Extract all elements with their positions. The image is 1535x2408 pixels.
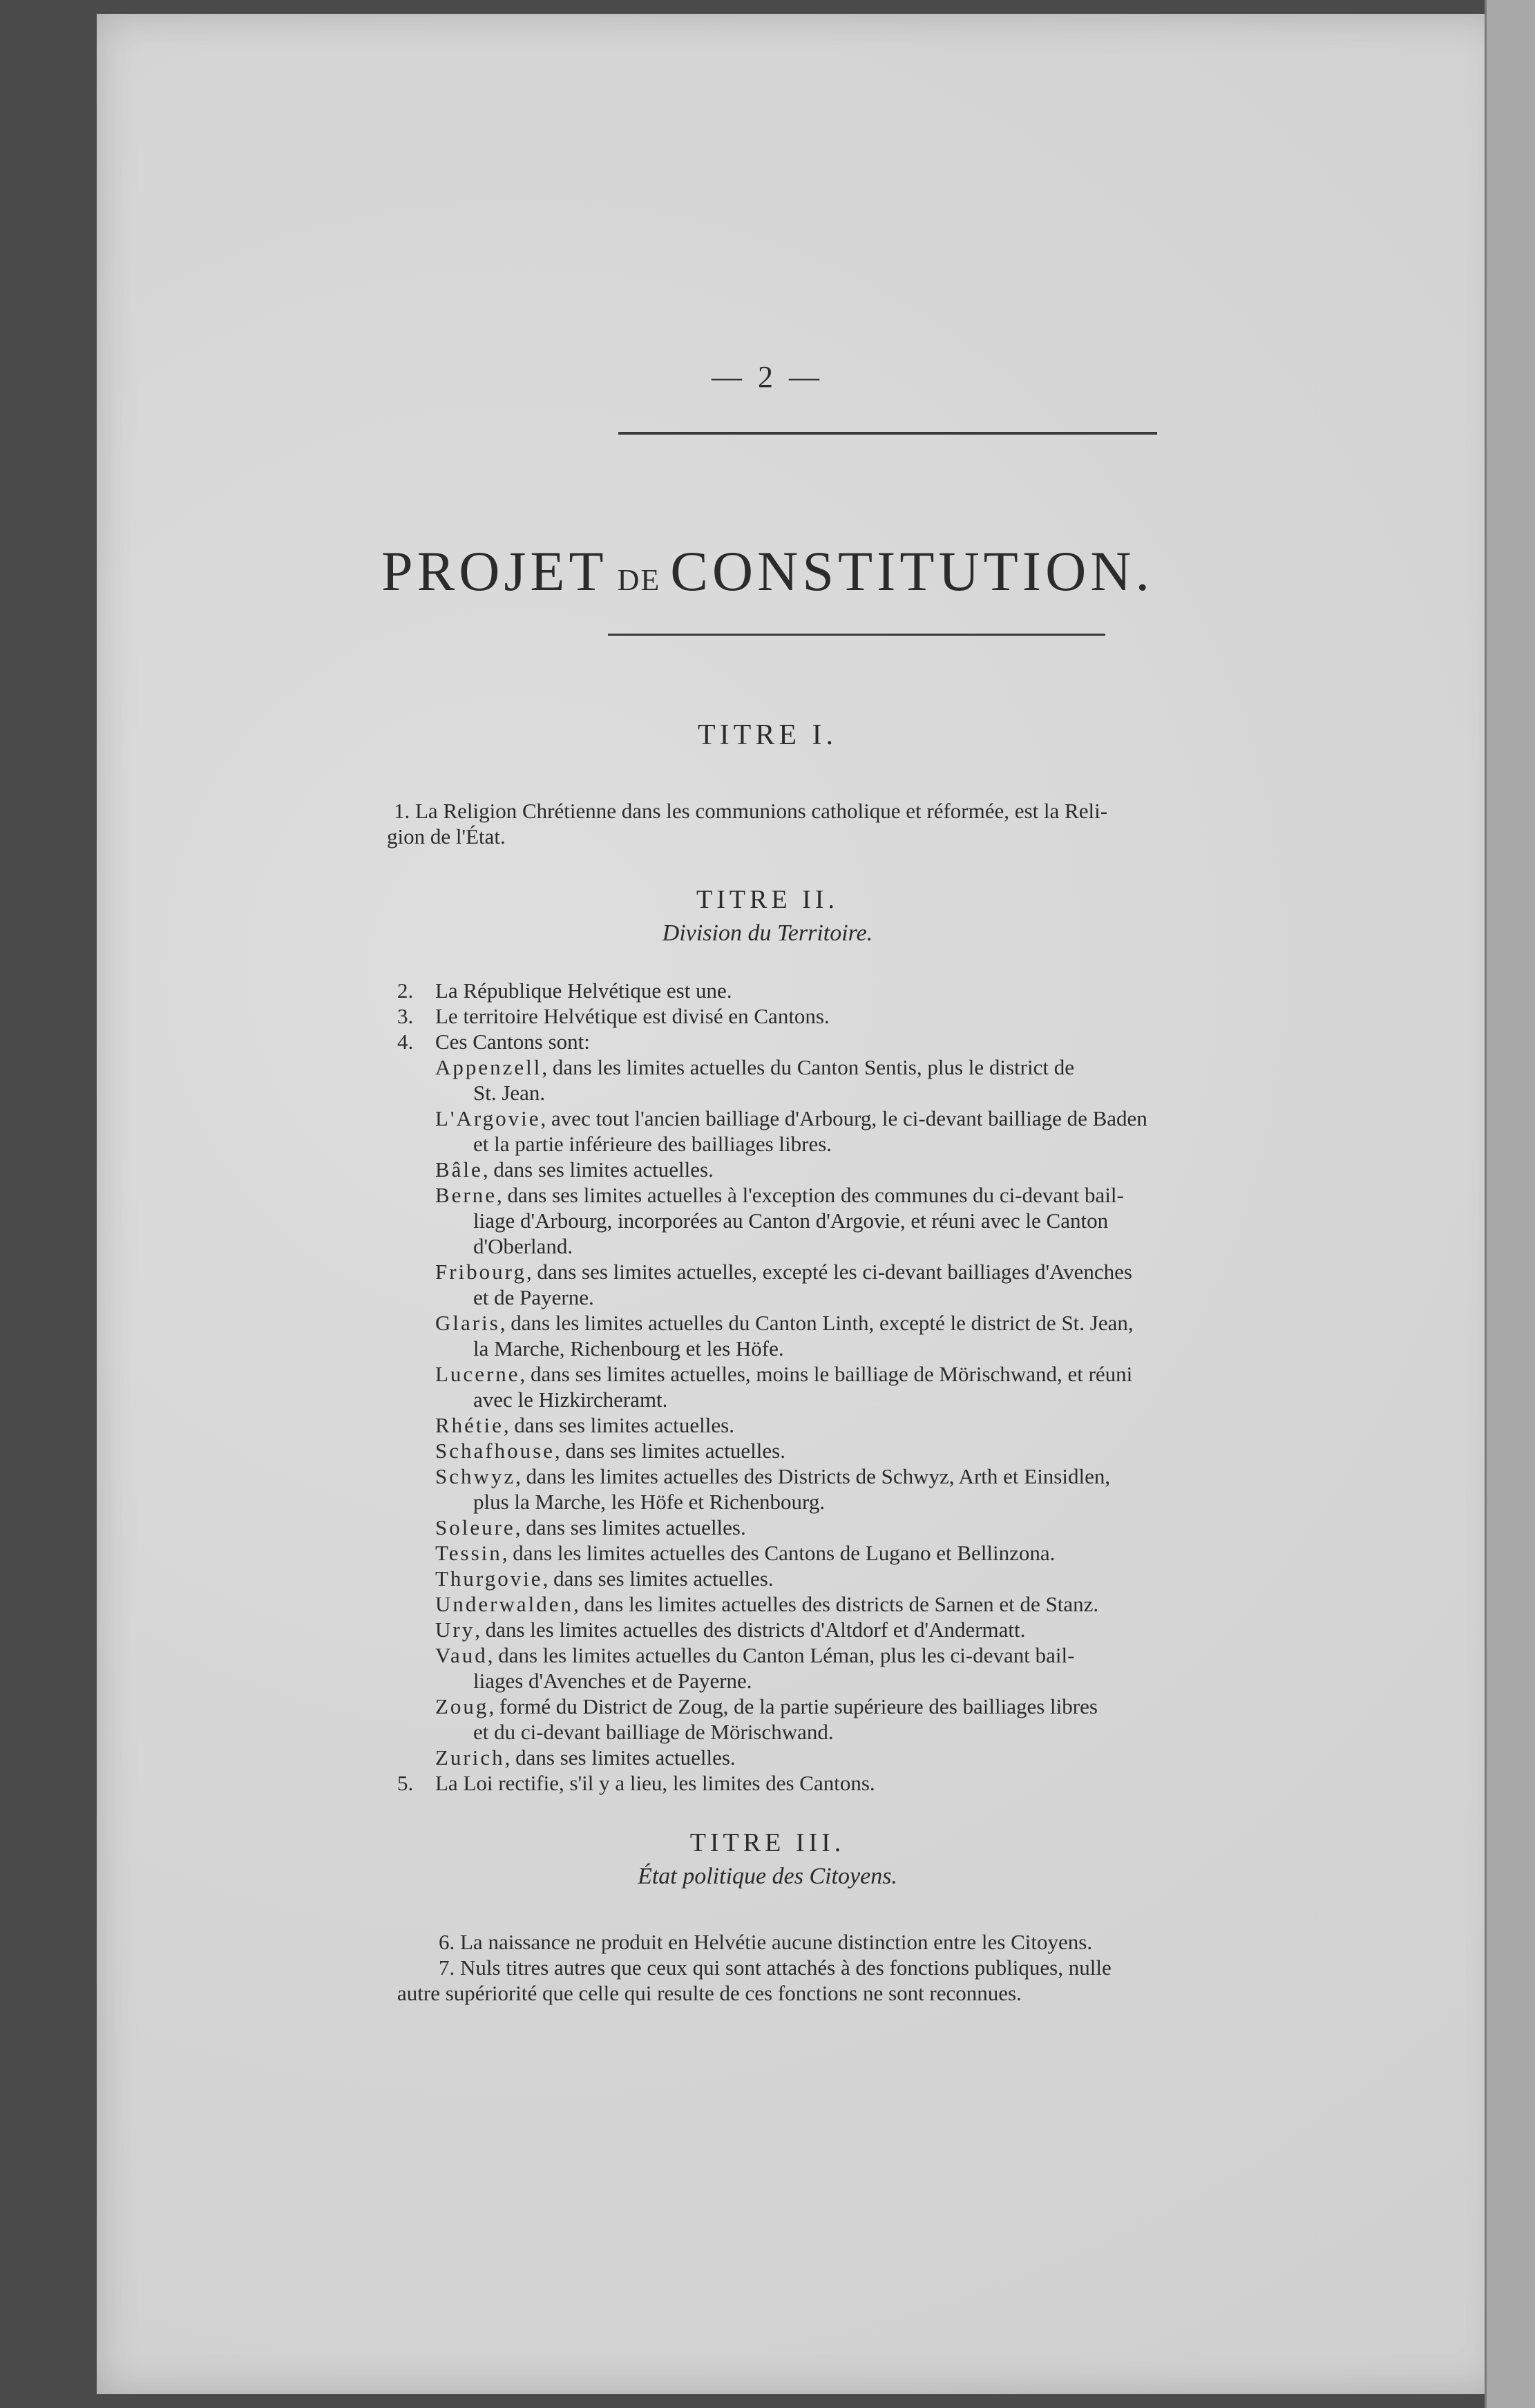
canton-entry [435, 1310, 1361, 1336]
titre-3-heading: TITRE III. [689, 1828, 846, 1857]
canton-entry [435, 1745, 1361, 1770]
canton-description: , dans ses limites actuelles à l'exception des communes du ci-devant bail- [497, 1183, 1124, 1207]
article-6: 6. La naissance ne produit en Helvétie aucune distinction entre les Citoyens. [439, 1930, 1093, 1954]
canton-continuation: liages d'Avenches et de Payerne. [473, 1669, 752, 1693]
article-text: La République Helvétique est une. [435, 978, 732, 1003]
canton-name: Ury [435, 1618, 475, 1642]
canton-name: Vaud [435, 1643, 488, 1667]
article-number: 2. [397, 978, 414, 1003]
canton-entry [435, 1182, 1361, 1208]
canton-description: , dans les limites actuelles des Cantons de Lugano et Bellinzona. [502, 1541, 1056, 1565]
canton-name: Appenzell [435, 1055, 542, 1079]
canton-continuation: et la partie inférieure des bailliages libres. [473, 1132, 832, 1156]
article-1-number: 1. [394, 799, 410, 823]
canton-name: Thurgovie [435, 1566, 543, 1591]
canton-entry [435, 1412, 1361, 1438]
canton-name: Bâle [435, 1157, 483, 1182]
canton-name: L'Argovie [435, 1106, 541, 1130]
canton-name: Soleure [435, 1515, 515, 1539]
canton-entry [435, 1361, 1361, 1387]
canton-description: , dans ses limites actuelles. [515, 1515, 746, 1539]
article-line [397, 978, 1361, 1003]
canton-entry [435, 1054, 1361, 1080]
canton-name: Zoug [435, 1694, 489, 1718]
canton-description: , dans les limites actuelles du Canton Léman, plus les ci-devant bail- [487, 1643, 1075, 1667]
canton-list [397, 978, 1361, 1796]
canton-entry [435, 1591, 1361, 1617]
canton-continuation: liage d'Arbourg, incorporées au Canton d'Argovie, et réuni avec le Canton [473, 1208, 1109, 1233]
canton-continuation: d'Oberland. [473, 1234, 573, 1258]
article-text: Ces Cantons sont: [435, 1030, 590, 1054]
canton-description: , formé du District de Zoug, de la partie supérieure des bailliages libres [488, 1694, 1098, 1718]
canton-description: , dans ses limites actuelles. [503, 1413, 734, 1437]
titre-1-heading: TITRE I. [698, 719, 837, 751]
article-text: La Loi rectifie, s'il y a lieu, les limites des Cantons. [435, 1771, 875, 1795]
document-title [0, 539, 1535, 604]
canton-description: , dans les limites actuelles du Canton Linth, excepté le district de St. Jean, [499, 1311, 1134, 1335]
canton-description: , dans ses limites actuelles. [554, 1439, 785, 1463]
article-number: 3. [397, 1004, 414, 1028]
article-line [397, 1029, 1361, 1054]
canton-description: , dans les limites actuelles des districts de Sarnen et de Stanz. [573, 1592, 1099, 1616]
canton-description: , dans ses limites actuelles. [504, 1745, 736, 1770]
canton-name: Schwyz [435, 1464, 516, 1488]
article-line [397, 1770, 1361, 1796]
canton-continuation: la Marche, Richenbourg et les Höfe. [473, 1336, 784, 1361]
canton-continuation: et du ci-devant bailliage de Mörischwand. [473, 1720, 834, 1744]
article-line [397, 1003, 1361, 1029]
canton-description: , dans ses limites actuelles, moins le bailliage de Mörischwand, et réuni [519, 1362, 1133, 1386]
canton-entry [435, 1694, 1361, 1719]
article-text: Le territoire Helvétique est divisé en Cantons. [435, 1004, 830, 1028]
canton-name: Underwalden [435, 1592, 573, 1616]
canton-name: Zurich [435, 1745, 505, 1770]
canton-description: , dans ses limites actuelles. [482, 1157, 714, 1182]
canton-name: Fribourg [435, 1260, 526, 1284]
canton-entry [435, 1438, 1361, 1463]
article-1-text: La Religion Chrétienne dans les communions catholique et réformée, est la Reli- [415, 799, 1108, 823]
titre-3-subheading: État politique des Citoyens. [638, 1864, 897, 1889]
canton-name: Glaris [435, 1311, 500, 1335]
titre-2-subheading: Division du Territoire. [662, 920, 873, 946]
article-6-7 [397, 1929, 1112, 2006]
top-rule [618, 432, 1157, 435]
canton-name: Lucerne [435, 1362, 520, 1386]
canton-description: , avec tout l'ancien bailliage d'Arbourg, le ci-devant bailliage de Baden [540, 1106, 1147, 1130]
canton-description: , dans les limites actuelles du Canton Sentis, plus le district de [542, 1055, 1074, 1079]
canton-entry [435, 1617, 1361, 1642]
canton-entry [435, 1566, 1361, 1591]
canton-continuation: St. Jean. [473, 1081, 546, 1105]
article-7-line-1: 7. Nuls titres autres que ceux qui sont attachés à des fonctions publiques, nulle [439, 1955, 1112, 1980]
article-number: 5. [397, 1771, 414, 1795]
canton-entry [435, 1463, 1361, 1489]
canton-name: Schafhouse [435, 1439, 555, 1463]
titre-2-heading: TITRE II. [696, 885, 839, 914]
article-1-line-1 [394, 798, 1107, 824]
canton-continuation: plus la Marche, les Höfe et Richenbourg. [473, 1490, 826, 1514]
title-rule [608, 634, 1105, 636]
article-1-line-2: gion de l'État. [387, 824, 506, 849]
canton-description: , dans ses limites actuelles. [542, 1566, 774, 1591]
article-number: 4. [397, 1030, 414, 1054]
canton-description: , dans les limites actuelles des districts d'Altdorf et d'Andermatt. [475, 1618, 1026, 1642]
canton-continuation: avec le Hizkircheramt. [473, 1387, 668, 1412]
title-constitution: CONSTITUTION. [670, 540, 1154, 603]
article-7-line-2: autre supériorité que celle qui resulte de ces fonctions ne sont reconnues. [397, 1981, 1022, 2005]
canton-description: , dans les limites actuelles des Districts de Schwyz, Arth et Einsidlen, [515, 1464, 1111, 1488]
article-1 [387, 798, 1108, 849]
canton-entry [435, 1259, 1361, 1284]
canton-entry [435, 1540, 1361, 1566]
canton-name: Berne [435, 1183, 497, 1207]
page-number: — 2 — [712, 360, 823, 394]
canton-continuation: et de Payerne. [473, 1285, 594, 1309]
canton-entry [435, 1157, 1361, 1182]
title-projet: PROJET [381, 540, 608, 603]
canton-entry [435, 1515, 1361, 1540]
canton-name: Tessin [435, 1541, 502, 1565]
canton-entry [435, 1642, 1361, 1668]
title-de: DE [617, 563, 661, 597]
canton-description: , dans ses limites actuelles, excepté les ci-devant bailliages d'Avenches [526, 1260, 1132, 1284]
canton-name: Rhétie [435, 1413, 504, 1437]
canton-entry [435, 1106, 1361, 1131]
